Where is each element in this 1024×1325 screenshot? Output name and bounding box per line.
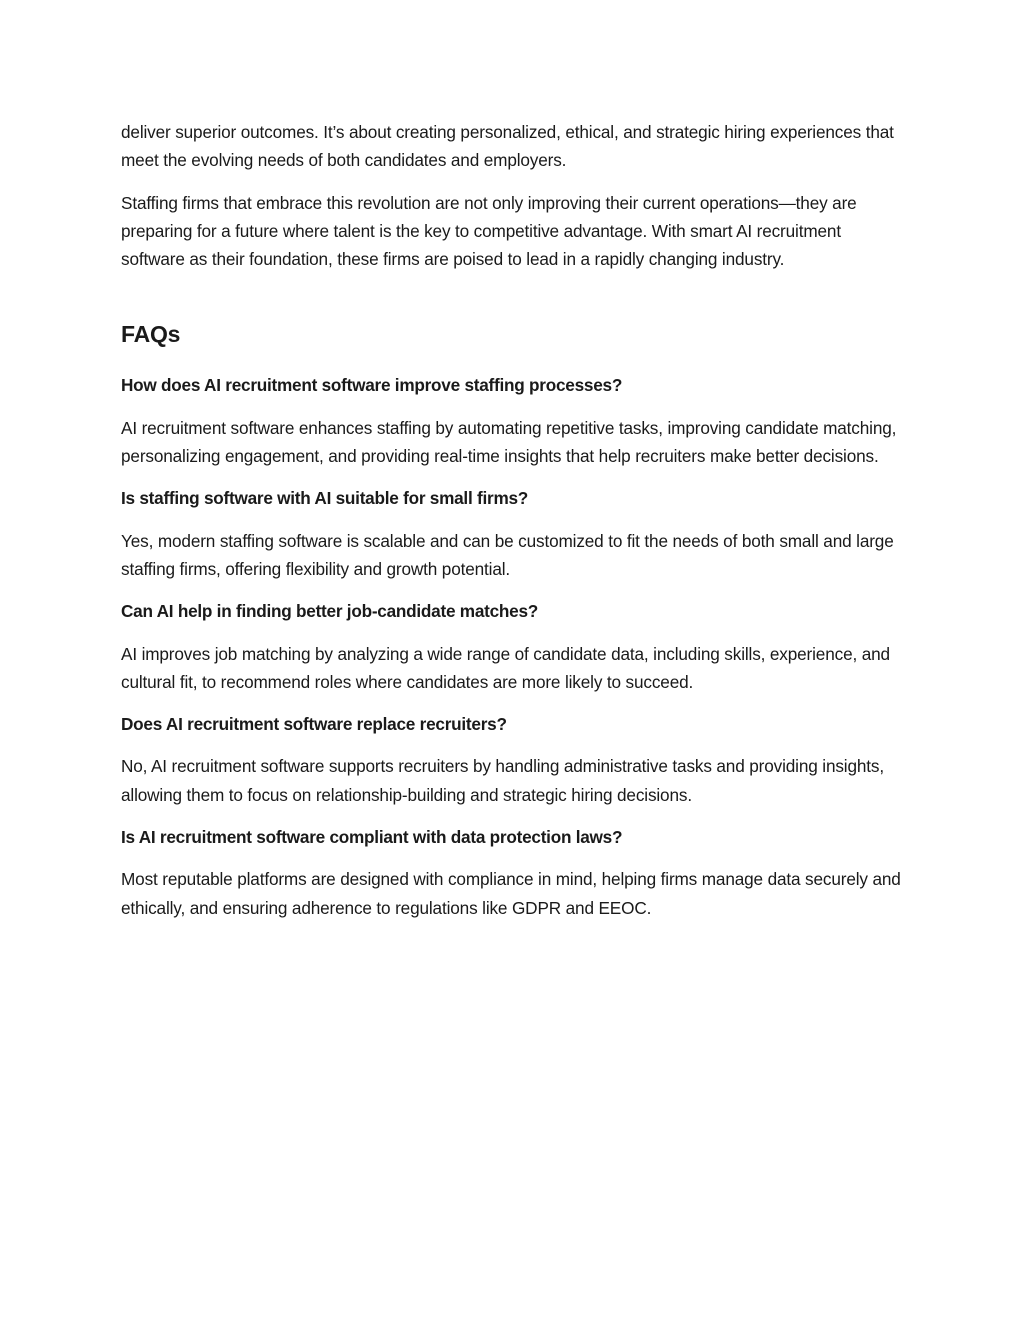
faq-answer: Yes, modern staffing software is scalable and can be customized to fit the needs of both small and large staffing firms, offering flexibility and growth potential. bbox=[121, 530, 894, 579]
faq-answer: AI recruitment software enhances staffing by automating repetitive tasks, improving candidate matching, personalizing engagement, and providing real-time insights that help recruiters make better decisions. bbox=[121, 417, 897, 467]
faq-question: Does AI recruitment software replace recruiters? bbox=[121, 714, 507, 735]
faq-item bbox=[121, 597, 903, 696]
faq-question: How does AI recruitment software improve staffing processes? bbox=[121, 375, 623, 396]
faq-item bbox=[121, 823, 903, 922]
faq-answer: No, AI recruitment software supports recruiters by handling administrative tasks and providing insights, allowing them to focus on relationship-building and strategic hiring decisions. bbox=[121, 756, 884, 805]
faq-item bbox=[121, 371, 903, 470]
faq-question: Is AI recruitment software compliant with data protection laws? bbox=[121, 827, 623, 848]
faq-answer: AI improves job matching by analyzing a wide range of candidate data, including skills, experience, and cultural fit, to recommend roles where candidates are more likely to succeed. bbox=[121, 643, 890, 692]
faq-item bbox=[121, 710, 903, 809]
faq-question: Is staffing software with AI suitable for small firms? bbox=[121, 488, 529, 509]
faqs-heading: FAQs bbox=[121, 321, 181, 348]
faq-answer: Most reputable platforms are designed with compliance in mind, helping firms manage data securely and ethically, and ensuring adherence to regulations like GDPR and EEOC. bbox=[121, 869, 901, 918]
document-page bbox=[121, 118, 903, 936]
faq-item bbox=[121, 484, 903, 583]
conclusion-paragraph: Staffing firms that embrace this revolution are not only improving their current operations—they are preparing for a future where talent is the key to competitive advantage. With smart AI recruitment software as their foundation, these firms are poised to lead in a rapidly changing industry. bbox=[121, 192, 857, 270]
intro-paragraph: deliver superior outcomes. It’s about creating personalized, ethical, and strategic hiring experiences that meet the evolving needs of both candidates and employers. bbox=[121, 122, 894, 171]
faq-question: Can AI help in finding better job-candidate matches? bbox=[121, 601, 539, 622]
